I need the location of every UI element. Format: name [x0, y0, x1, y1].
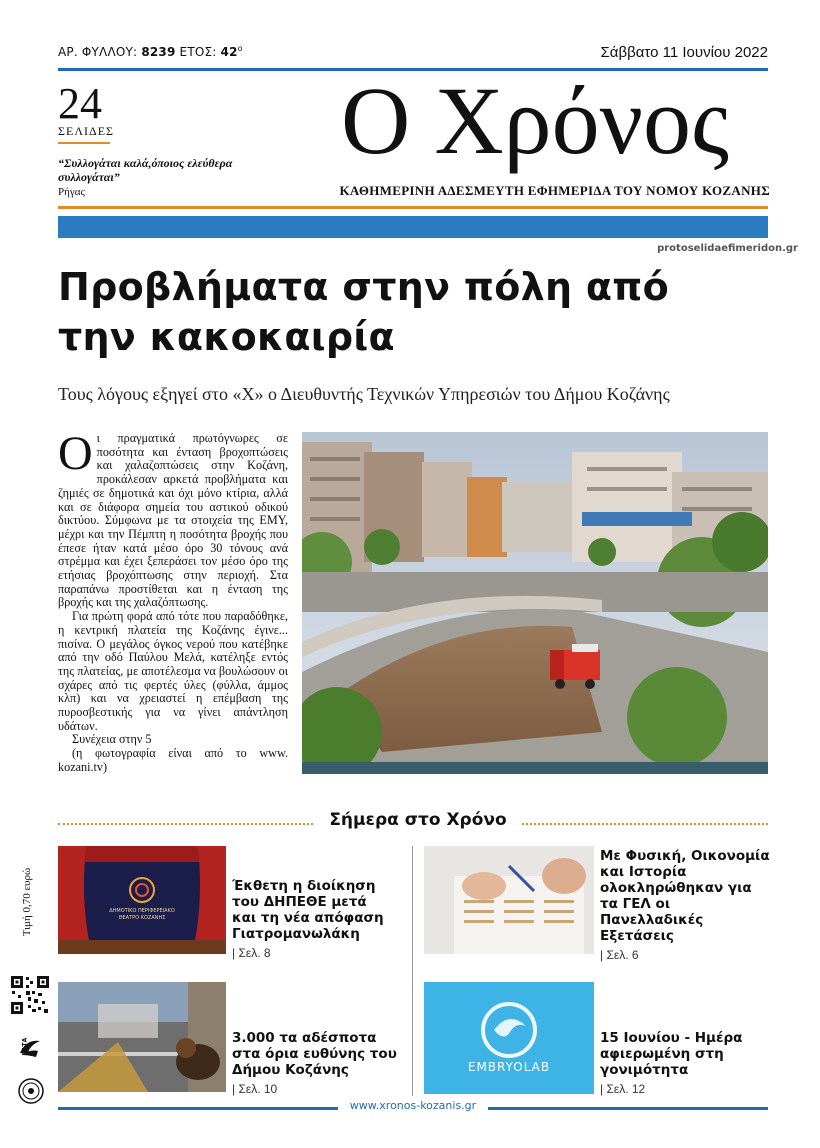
issue-number: 8239 — [141, 45, 176, 59]
flooded-square-illustration — [302, 432, 768, 774]
year-prefix: ΕΤΟΣ: — [179, 45, 217, 59]
story-3-page: | Σελ. 10 — [232, 1082, 278, 1096]
headline-line-2: την κακοκαιρία — [58, 315, 395, 359]
story-1-thumbnail[interactable] — [58, 846, 226, 954]
section-title: Σήμερα στο Χρόνο — [329, 810, 507, 830]
motto-quote: “Συλλογάται καλά,όποιος ελεύθερα συλλογάται” — [58, 156, 233, 184]
year-suffix: ο — [237, 44, 243, 53]
footer-website-link[interactable]: www.xronos-kozanis.gr — [349, 1099, 477, 1112]
elta-label: ΕΛΤΑ — [21, 1037, 29, 1056]
article-paragraph-2: Για πρώτη φορά από τότε που παραδόθηκε, η κεντρική πλατεία της Κοζάνης έγινε... πισίνα. Ο μεγάλος όγκος νερού που κατέβηκε από την οδό Παύλου Μελά, κατέληξε εντός της πλατείας, με αποτέλεσμα να βουλώσουν οι σχάρες από τις φερτές ύλες (φύλλα, άμμος κλπ) και να χρειαστεί η επέμβαση της πυροσβεστικής για να γίνει απάντληση υδάτων. — [58, 609, 288, 733]
article-paragraph-1 — [58, 427, 288, 610]
masthead-bar — [58, 216, 768, 238]
masthead-tagline: ΚΑΘΗΜΕΡΙΝΗ ΑΔΕΣΜΕΥΤΗ ΕΦΗΜΕΡΙΔΑ ΤΟΥ ΝΟΜΟΥ ΚΟΖΑΝΗΣ — [339, 183, 770, 198]
photo-credit: (η φωτογραφία είναι από το www. kozani.tv) — [58, 746, 288, 774]
exam-writing-illustration — [424, 846, 594, 954]
story-4-title[interactable]: 15 Ιουνίου - Ημέρα αφιερωμένη στη γονιμότητα — [600, 1030, 743, 1078]
source-watermark: protoselidaefimeridon.gr — [657, 243, 798, 254]
thumb-theatre-line-2: ΘΕΑΤΡΟ ΚΟΖΑΝΗΣ — [118, 915, 166, 921]
lead-headline[interactable] — [58, 262, 778, 362]
elta-logo-icon — [16, 1035, 44, 1065]
pages-label: ΣΕΛΙΔΕΣ — [58, 124, 115, 138]
drop-cap: Ο — [58, 427, 93, 480]
continued-link[interactable]: Συνέχεια στην 5 — [72, 732, 152, 747]
lead-article — [58, 427, 288, 775]
thumb-theatre-line-1: ΔΗΜΟΤΙΚΟ ΠΕΡΙΦΕΡΕΙΑΚΟ — [109, 908, 175, 914]
footer-rule-left — [58, 1107, 338, 1110]
stories-vertical-divider — [412, 846, 413, 1096]
issue-prefix: ΑΡ. ΦΥΛΛΟΥ: — [58, 45, 138, 59]
story-2-page: | Σελ. 6 — [600, 948, 639, 962]
pages-number: 24 — [58, 79, 102, 128]
price-text: Τιμή 0,70 ευρώ — [21, 867, 33, 937]
footer-rule-right — [488, 1107, 768, 1110]
story-2-title[interactable]: Με Φυσική, Οικονομία και Ιστορία ολοκληρώθηκαν για τα ΓΕΛ οι Πανελλαδικές Εξετάσεις — [600, 848, 770, 944]
orange-rule — [58, 206, 768, 209]
section-divider-right — [522, 823, 768, 825]
story-1-page: | Σελ. 8 — [232, 946, 271, 960]
story-2-thumbnail[interactable] — [424, 846, 594, 954]
section-divider-left — [58, 823, 313, 825]
story-4-page: | Σελ. 12 — [600, 1082, 646, 1096]
year-number: 42 — [220, 45, 238, 59]
story-4-thumbnail[interactable] — [424, 982, 594, 1094]
headline-line-1: Προβλήματα στην πόλη από — [58, 265, 670, 309]
issue-info — [58, 44, 243, 59]
embryolab-logo-illustration — [424, 982, 594, 1094]
story-3-thumbnail[interactable] — [58, 982, 226, 1092]
pages-rule — [58, 142, 110, 144]
story-3-title[interactable]: 3.000 τα αδέσποτα στα όρια ευθύνης του Δήμου Κοζάνης — [232, 1030, 397, 1078]
stray-dog-road-illustration — [58, 982, 226, 1092]
lead-subhead: Τους λόγους εξηγεί στο «Χ» ο Διευθυντής Τεχνικών Υπηρεσιών του Δήμου Κοζάνης — [58, 384, 670, 404]
masthead-logo: Ο Χρόνος — [341, 67, 729, 174]
price-label — [18, 860, 36, 950]
lead-photo[interactable] — [302, 432, 768, 774]
theatre-stage-illustration — [58, 846, 226, 954]
paragraph-1-text: ι πραγματικά πρωτόγνωρες σε ποσότητα και ένταση βροχοπτώσεις και χαλαζοπτώσεις στην Κοζάνη, προκάλεσαν αρκετά προβλήματα και ζημιές σε δημοτικά και όχι μόνο κτίρια, αλλά και σε διάφορα σημεία του αστικού οδικού δικτύου. Σύμφωνα με τα στοιχεία της ΕΜΥ, μέχρι και την Πέμπτη η ποσότητα βροχής που έπεσε ήταν κατά μέσο όρο 30 τόνους ανά στρέμμα και έχει ξεπεράσει τον μέσο όρο της ετήσιας βροχόπτωσης στην περιοχή. Στα παραπάνω προστίθεται και η ένταση της βροχής και της χαλαζόπτωσης. — [58, 431, 288, 610]
seal-icon — [18, 1078, 44, 1104]
qr-code-icon[interactable] — [10, 975, 50, 1015]
embryolab-wordmark: EMBRYOLAB — [467, 1060, 551, 1074]
issue-date: Σάββατο 11 Ιουνίου 2022 — [600, 44, 768, 61]
motto-author: Ρήγας — [58, 186, 85, 198]
story-1-title[interactable]: Έκθετη η διοίκηση του ΔΗΠΕΘΕ μετά και τη νέα απόφαση Γιατρομανωλάκη — [232, 878, 384, 942]
